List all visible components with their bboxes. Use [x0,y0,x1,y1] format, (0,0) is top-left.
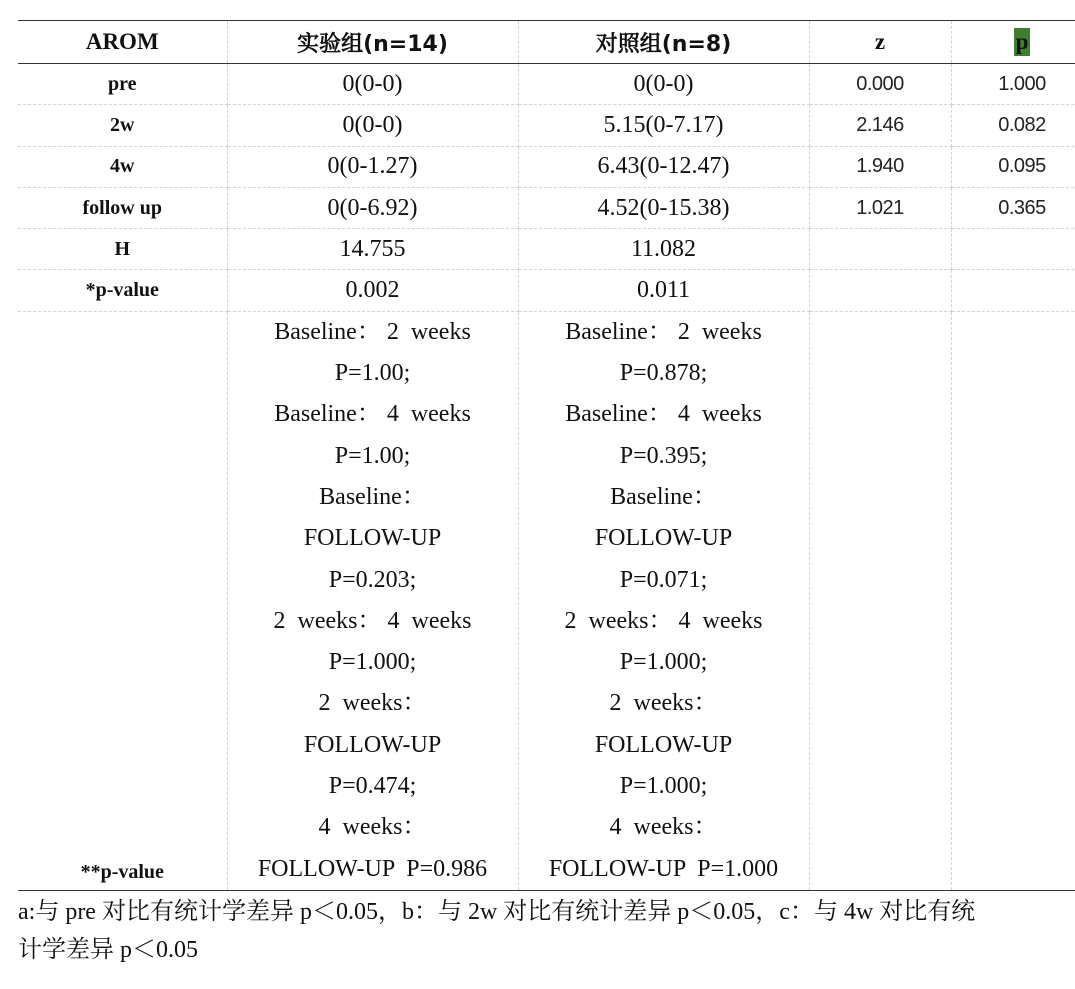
posthoc-line: Baseline： 2 weeks [274,318,471,345]
cell-experimental: 14.755 [227,229,518,270]
posthoc-line: P=0.203; [328,566,417,593]
table-row-p-value [18,270,1075,311]
cell-experimental: 0(0-0) [227,64,518,105]
cell-p: 1.000 [951,64,1075,105]
cell-z: 0.000 [809,64,951,105]
table-row-4w [18,146,1075,187]
posthoc-line: P=0.474; [328,773,417,800]
cell-p: 0.365 [951,187,1075,228]
cell-experimental: 0(0-0) [227,105,518,146]
cell-experimental: 0.002 [227,270,518,311]
cell-z-posthoc [809,311,951,890]
posthoc-line: P=1.000; [619,773,708,800]
cell-control: 4.52(0-15.38) [518,187,809,228]
row-label: H [18,229,227,270]
row-label: *p-value [18,270,227,311]
posthoc-line: FOLLOW-UP [303,525,442,552]
cell-control-posthoc [518,311,809,890]
cell-p: 0.095 [951,146,1075,187]
posthoc-line: Baseline： [319,483,426,510]
posthoc-line: FOLLOW-UP [594,731,733,758]
table-row-h [18,229,1075,270]
cell-p [951,270,1075,311]
header-control-group: 对照组(n=8) [518,21,809,64]
cell-z [809,270,951,311]
row-label: 4w [18,146,227,187]
cell-experimental: 0(0-6.92) [227,187,518,228]
cell-z: 1.021 [809,187,951,228]
posthoc-line: P=1.000; [619,649,708,676]
posthoc-line: FOLLOW-UP P=0.986 [257,855,488,882]
table-footnote [18,893,1075,969]
posthoc-line: P=1.00; [334,442,411,469]
cell-z [809,229,951,270]
cell-control: 11.082 [518,229,809,270]
cell-z: 1.940 [809,146,951,187]
cell-control: 5.15(0-7.17) [518,105,809,146]
posthoc-line: Baseline： 2 weeks [565,318,762,345]
posthoc-line: Baseline： 4 weeks [565,401,762,428]
header-z: z [809,21,951,64]
posthoc-line: 2 weeks： [318,690,427,717]
results-table-container [18,20,1075,891]
posthoc-line: P=0.071; [619,566,708,593]
header-row [18,21,1075,64]
cell-experimental: 0(0-1.27) [227,146,518,187]
posthoc-line: P=0.395; [619,442,708,469]
posthoc-line: 2 weeks： 4 weeks [273,607,472,634]
posthoc-line: P=1.000; [328,649,417,676]
posthoc-line: 2 weeks： 4 weeks [564,607,763,634]
cell-control: 6.43(0-12.47) [518,146,809,187]
row-label: **p-value [18,311,227,890]
posthoc-line: 4 weeks： [609,814,718,841]
table-row-posthoc [18,311,1075,890]
posthoc-line: 2 weeks： [609,690,718,717]
cell-p-posthoc [951,311,1075,890]
cell-control: 0.011 [518,270,809,311]
posthoc-line: Baseline： [610,483,717,510]
posthoc-line: FOLLOW-UP [303,731,442,758]
row-label: 2w [18,105,227,146]
cell-p [951,229,1075,270]
cell-experimental-posthoc [227,311,518,890]
header-experimental-group: 实验组(n=14) [227,21,518,64]
footnote-line-1: a:与 pre 对比有统计学差异 p＜0.05，b：与 2w 对比有统计差异 p＜0.05，c：与 4w 对比有统 [18,899,976,925]
header-arom: AROM [18,21,227,64]
row-label: pre [18,64,227,105]
header-p [951,21,1075,64]
results-table [18,20,1075,891]
cell-p: 0.082 [951,105,1075,146]
footnote-line-2: 计学差异 p＜0.05 [18,937,198,963]
posthoc-line: FOLLOW-UP P=1.000 [548,855,779,882]
posthoc-line: 4 weeks： [318,814,427,841]
posthoc-line: P=1.00; [334,360,411,387]
table-row-2w [18,105,1075,146]
cell-z: 2.146 [809,105,951,146]
row-label: follow up [18,187,227,228]
posthoc-line: P=0.878; [619,360,708,387]
cell-control: 0(0-0) [518,64,809,105]
posthoc-line: Baseline： 4 weeks [274,401,471,428]
table-row-pre [18,64,1075,105]
posthoc-line: FOLLOW-UP [594,525,733,552]
table-row-follow-up [18,187,1075,228]
header-p-highlight: p [1015,29,1029,55]
